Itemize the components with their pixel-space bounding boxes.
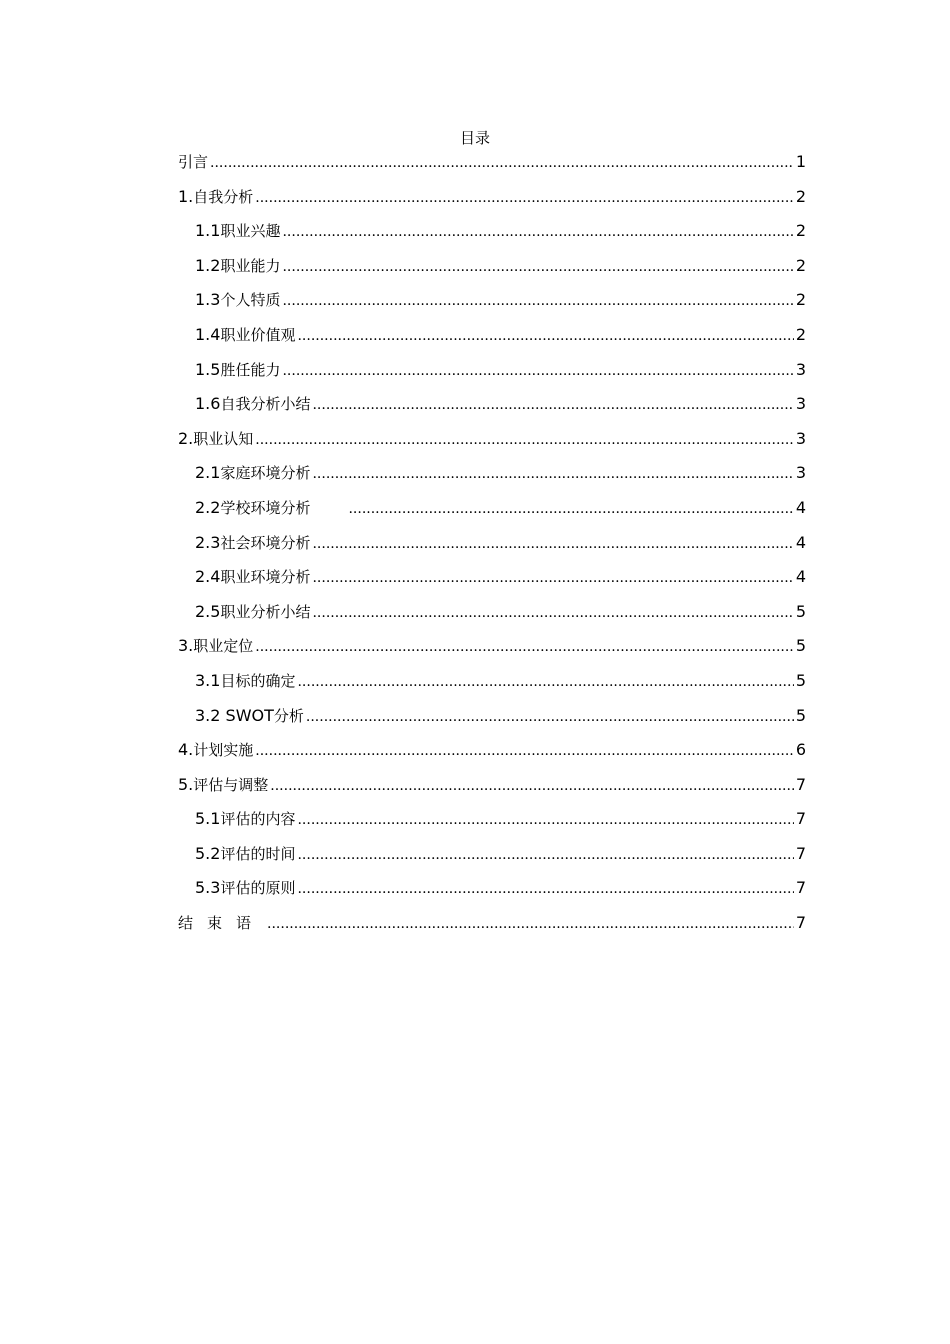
toc-dot-leader bbox=[255, 427, 794, 453]
toc-entry-number: 4. bbox=[178, 740, 194, 760]
toc-entry-page: 7 bbox=[795, 809, 806, 829]
toc-entry-label: 自我分析小结 bbox=[220, 395, 311, 414]
toc-entry[interactable] bbox=[178, 737, 806, 772]
toc-title: 目录 bbox=[459, 129, 490, 147]
toc-entry-number: 3.1 bbox=[195, 670, 221, 690]
toc-dot-leader bbox=[312, 461, 793, 487]
toc-entry[interactable] bbox=[178, 357, 806, 392]
toc-entry-number: 1.2 bbox=[195, 255, 221, 275]
toc-entry-page: 2 bbox=[795, 324, 806, 344]
toc-dot-leader bbox=[282, 254, 793, 280]
toc-entry-number: 2.1 bbox=[195, 463, 221, 483]
toc-entry[interactable] bbox=[178, 875, 806, 910]
toc-entry-label: 职业认知 bbox=[193, 429, 254, 448]
toc-entry-label: 职业分析小结 bbox=[220, 602, 311, 621]
toc-dot-leader bbox=[255, 634, 794, 660]
toc-entry-label: 评估的时间 bbox=[220, 844, 296, 863]
toc-entry-page: 3 bbox=[795, 463, 806, 483]
toc-entry[interactable] bbox=[178, 149, 806, 184]
toc-entry-label: 职业能力 bbox=[220, 256, 281, 275]
toc-dot-leader bbox=[255, 738, 794, 764]
toc-entry-number: 5. bbox=[178, 774, 194, 794]
toc-entry-label: 胜任能力 bbox=[220, 360, 281, 379]
toc-entry-number: 2.2 bbox=[195, 497, 221, 517]
toc-entry-page: 2 bbox=[795, 255, 806, 275]
toc-entry[interactable] bbox=[178, 530, 806, 565]
toc-dot-leader bbox=[297, 807, 793, 833]
toc-entry-page: 7 bbox=[795, 774, 806, 794]
toc-dot-leader bbox=[270, 773, 794, 799]
toc-entry-number: 1.1 bbox=[195, 221, 221, 241]
toc-entry-page: 5 bbox=[795, 601, 806, 621]
toc-entry-label: 自我分析 bbox=[193, 187, 254, 206]
toc-entry-page: 3 bbox=[795, 359, 806, 379]
toc-entry-page: 2 bbox=[795, 186, 806, 206]
toc-entry-label: 分析 bbox=[273, 706, 304, 725]
table-of-contents bbox=[178, 149, 806, 945]
toc-entry[interactable] bbox=[178, 322, 806, 357]
toc-entry-label: 职业兴趣 bbox=[220, 222, 281, 241]
toc-entry-number: 1. bbox=[178, 186, 194, 206]
toc-entry-number: 3.2 SWOT bbox=[195, 705, 274, 725]
toc-entry-number: 5.3 bbox=[195, 878, 221, 898]
toc-entry[interactable] bbox=[178, 564, 806, 599]
toc-entry-page: 4 bbox=[795, 567, 806, 587]
toc-entry-label: 社会环境分析 bbox=[220, 533, 311, 552]
toc-entry-label: 评估的内容 bbox=[220, 810, 296, 829]
toc-entry-number: 1.6 bbox=[195, 394, 221, 414]
toc-entry[interactable] bbox=[178, 287, 806, 322]
toc-dot-leader bbox=[312, 565, 793, 591]
toc-dot-leader bbox=[348, 496, 793, 522]
toc-dot-leader bbox=[282, 288, 793, 314]
toc-entry-label: 评估的原则 bbox=[220, 879, 296, 898]
toc-dot-leader bbox=[210, 150, 794, 176]
toc-dot-leader bbox=[312, 531, 793, 557]
toc-entry-label: 个人特质 bbox=[220, 291, 281, 310]
toc-entry[interactable] bbox=[178, 910, 806, 945]
toc-entry-page: 7 bbox=[795, 878, 806, 898]
toc-entry[interactable] bbox=[178, 772, 806, 807]
toc-entry-page: 4 bbox=[795, 497, 806, 517]
toc-entry[interactable] bbox=[178, 426, 806, 461]
toc-entry-number: 3. bbox=[178, 636, 194, 656]
toc-entry-page: 3 bbox=[795, 394, 806, 414]
toc-entry[interactable] bbox=[178, 633, 806, 668]
toc-dot-leader bbox=[282, 219, 793, 245]
toc-entry-page: 4 bbox=[795, 532, 806, 552]
toc-dot-leader bbox=[312, 600, 793, 626]
toc-entry-label: 评估与调整 bbox=[193, 775, 269, 794]
toc-entry-page: 6 bbox=[795, 740, 806, 760]
toc-dot-leader bbox=[306, 704, 794, 730]
toc-entry[interactable] bbox=[178, 703, 806, 738]
toc-entry-page: 3 bbox=[795, 428, 806, 448]
toc-dot-leader bbox=[312, 392, 793, 418]
toc-entry-label: 学校环境分析 bbox=[220, 498, 311, 517]
toc-entry-label: 职业环境分析 bbox=[220, 568, 311, 587]
toc-entry-number: 2. bbox=[178, 428, 194, 448]
toc-entry-label: 计划实施 bbox=[193, 741, 254, 760]
toc-dot-leader bbox=[255, 185, 794, 211]
toc-entry[interactable] bbox=[178, 460, 806, 495]
toc-dot-leader bbox=[297, 669, 793, 695]
toc-entry[interactable] bbox=[178, 253, 806, 288]
toc-dot-leader bbox=[297, 323, 793, 349]
toc-entry-page: 5 bbox=[795, 636, 806, 656]
toc-entry[interactable] bbox=[178, 218, 806, 253]
toc-entry-page: 5 bbox=[795, 670, 806, 690]
toc-entry-label: 结束语 bbox=[178, 914, 266, 933]
toc-entry[interactable] bbox=[178, 841, 806, 876]
toc-entry-number: 1.4 bbox=[195, 324, 221, 344]
toc-entry[interactable] bbox=[178, 806, 806, 841]
toc-entry-page: 1 bbox=[795, 152, 806, 171]
toc-entry[interactable] bbox=[178, 184, 806, 219]
toc-dot-leader bbox=[297, 842, 793, 868]
toc-entry-number: 2.4 bbox=[195, 567, 221, 587]
toc-entry-number: 2.5 bbox=[195, 601, 221, 621]
toc-dot-leader bbox=[267, 911, 794, 937]
toc-entry[interactable] bbox=[178, 495, 806, 530]
toc-dot-leader bbox=[297, 876, 793, 902]
toc-entry-label: 家庭环境分析 bbox=[220, 464, 311, 483]
toc-entry-number: 5.1 bbox=[195, 809, 221, 829]
toc-entry[interactable] bbox=[178, 599, 806, 634]
toc-entry[interactable] bbox=[178, 668, 806, 703]
toc-entry[interactable] bbox=[178, 391, 806, 426]
toc-entry-page: 7 bbox=[795, 913, 806, 933]
toc-entry-label: 职业价值观 bbox=[220, 325, 296, 344]
toc-entry-page: 2 bbox=[795, 221, 806, 241]
toc-entry-page: 5 bbox=[795, 705, 806, 725]
toc-dot-leader bbox=[282, 358, 793, 384]
toc-entry-number: 1.3 bbox=[195, 290, 221, 310]
toc-entry-number: 1.5 bbox=[195, 359, 221, 379]
toc-entry-label: 目标的确定 bbox=[220, 671, 296, 690]
toc-entry-number: 5.2 bbox=[195, 843, 221, 863]
toc-entry-number: 2.3 bbox=[195, 532, 221, 552]
toc-entry-label: 引言 bbox=[178, 153, 209, 171]
toc-entry-page: 7 bbox=[795, 843, 806, 863]
toc-entry-label: 职业定位 bbox=[193, 637, 254, 656]
toc-entry-page: 2 bbox=[795, 290, 806, 310]
